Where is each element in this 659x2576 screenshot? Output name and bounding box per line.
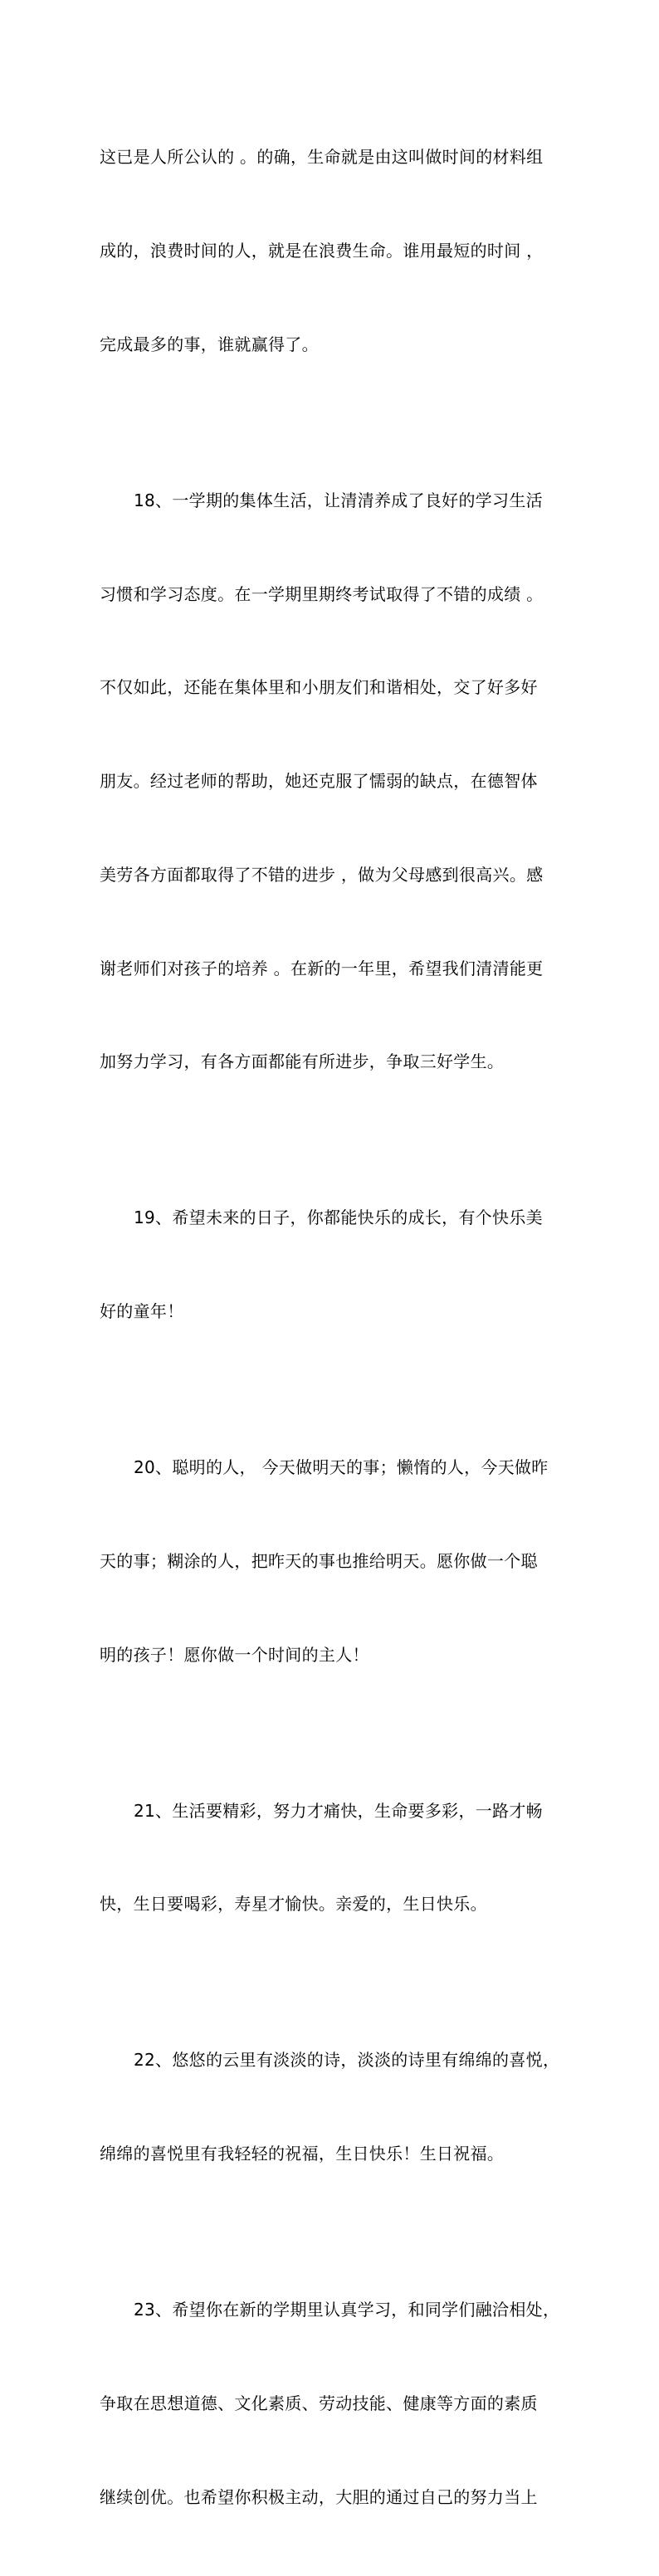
document-body [100,80,564,2576]
paragraph-22 [100,1983,564,2232]
text-line: 加努力学习，有各方面都能有所进步，争取三好学生。 [100,1051,505,1072]
text-line: 21、生活要精彩，努力才痛快，生命要多彩，一路才畅 [134,1800,543,1821]
text-line: 天的事；糊涂的人，把昨天的事也推给明天。愿你做一个聪 [100,1550,538,1571]
text-line: 习惯和学习态度。在一学期里期终考试取得了不错的成绩 。 [100,583,544,604]
text-line: 成的，浪费时间的人，就是在浪费生命。谁用最短的时间 ， [100,240,544,261]
text-line: 完成最多的事，谁就赢得了。 [100,334,319,354]
text-line: 22、悠悠的云里有淡淡的诗，淡淡的诗里有绵绵的喜悦， [134,2050,560,2071]
text-line: 继续创优。也希望你积极主动，大胆的通过自己的努力当上 [100,2486,538,2507]
text-line: 谢老师们对孩子的培养 。在新的一年里，希望我们清清能更 [100,958,544,978]
text-line: 这已是人所公认的 。的确，生命就是由这叫做时间的材料组 [100,147,544,168]
text-line: 绵绵的喜悦里有我轻轻的祝福，生日快乐！生日祝福。 [100,2144,505,2164]
text-line: 20、聪明的人， 今天做明天的事；懒惰的人，今天做昨 [134,1457,549,1478]
text-line: 朋友。经过老师的帮助，她还克服了懦弱的缺点，在德智体 [100,771,538,792]
paragraph-23 [100,2232,564,2576]
text-line: 快，生日要喝彩，寿星才愉快。亲爱的，生日快乐。 [100,1894,487,1915]
paragraph-continuation [100,80,564,423]
text-line: 23、希望你在新的学期里认真学习，和同学们融洽相处， [134,2300,560,2320]
paragraph-18 [100,423,564,1141]
text-line: 19、希望未来的日子，你都能快乐的成长，有个快乐美 [134,1208,543,1228]
text-line: 不仅如此，还能在集体里和小朋友们和谐相处，交了好多好 [100,677,538,698]
paragraph-21 [100,1733,564,1983]
text-line: 争取在思想道德、文化素质、劳动技能、健康等方面的素质 [100,2393,538,2413]
paragraph-20 [100,1390,564,1734]
text-line: 明的孩子！愿你做一个时间的主人！ [100,1644,369,1665]
text-line: 美劳各方面都取得了不错的进步 ，做为父母感到很高兴。感 [100,864,544,885]
text-line: 好的童年！ [100,1301,184,1322]
text-line: 18、一学期的集体生活，让清清养成了良好的学习生活 [134,490,543,510]
paragraph-19 [100,1140,564,1390]
